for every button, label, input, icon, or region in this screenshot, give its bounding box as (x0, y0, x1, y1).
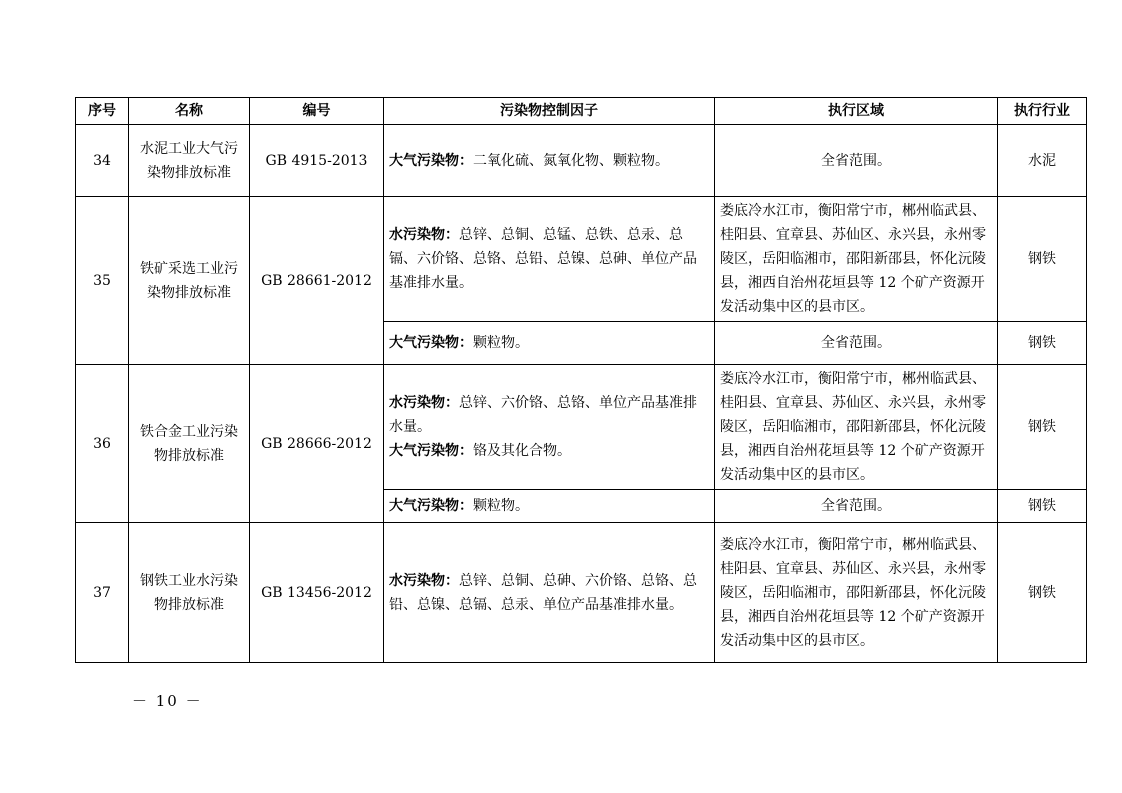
row-region: 娄底冷水江市，衡阳常宁市，郴州临武县、桂阳县、宜章县、苏仙区、永兴县，永州零陵区，岳阳临湘市，邵阳新邵县，怀化沅陵县，湘西自治州花垣县等 12 个矿产资源开发活动集中区的县市区。 (715, 197, 998, 322)
factor-label: 水污染物： (389, 572, 459, 589)
table-row (76, 125, 1087, 197)
row-code: GB 13456-2012 (250, 523, 384, 663)
row-code: GB 4915-2013 (250, 125, 384, 197)
row-name: 钢铁工业水污染物排放标准 (129, 523, 250, 663)
factor-text: 颗粒物。 (473, 498, 529, 514)
row-seq: 34 (76, 125, 129, 197)
row-industry: 钢铁 (998, 322, 1087, 365)
row-factors (384, 365, 715, 490)
factor-text: 总锌、总铜、总锰、总铁、总汞、总镉、六价铬、总铬、总铅、总镍、总砷、单位产品基准排水量。 (389, 227, 697, 291)
row-region: 全省范围。 (715, 322, 998, 365)
row-seq: 37 (76, 523, 129, 663)
row-name: 铁合金工业污染物排放标准 (129, 365, 250, 523)
row-name: 水泥工业大气污染物排放标准 (129, 125, 250, 197)
row-factors (384, 125, 715, 197)
row-code: GB 28666-2012 (250, 365, 384, 523)
factor-text: 铬及其化合物。 (473, 443, 571, 459)
standards-table (75, 97, 1087, 663)
header-factors: 污染物控制因子 (384, 98, 715, 125)
page-number: － 10 － (132, 692, 203, 710)
factor-label: 大气污染物： (389, 498, 473, 514)
table-row (76, 197, 1087, 322)
row-region: 娄底冷水江市，衡阳常宁市，郴州临武县、桂阳县、宜章县、苏仙区、永兴县，永州零陵区，岳阳临湘市，邵阳新邵县，怀化沅陵县，湘西自治州花垣县等 12 个矿产资源开发活动集中区的县市区。 (715, 523, 998, 663)
row-factors (384, 197, 715, 322)
factor-text: 总锌、总铜、总砷、六价铬、总铬、总铅、总镍、总镉、总汞、单位产品基准排水量。 (389, 572, 697, 613)
factor-label: 水污染物： (389, 395, 459, 411)
header-industry: 执行行业 (998, 98, 1087, 125)
factor-text: 颗粒物。 (473, 335, 529, 351)
factor-label: 大气污染物： (389, 152, 473, 169)
row-factors (384, 523, 715, 663)
header-seq: 序号 (76, 98, 129, 125)
row-industry: 钢铁 (998, 197, 1087, 322)
factor-text: 总锌、六价铬、总铬、单位产品基准排水量。 (389, 395, 697, 435)
factor-label: 水污染物： (389, 227, 459, 243)
row-industry: 钢铁 (998, 365, 1087, 490)
factor-text: 二氧化硫、氮氧化物、颗粒物。 (473, 152, 669, 169)
row-seq: 36 (76, 365, 129, 523)
row-industry: 钢铁 (998, 523, 1087, 663)
table-row (76, 365, 1087, 490)
table-header-row (76, 98, 1087, 125)
table-row (76, 523, 1087, 663)
row-code: GB 28661-2012 (250, 197, 384, 365)
row-region: 全省范围。 (715, 490, 998, 523)
header-code: 编号 (250, 98, 384, 125)
row-seq: 35 (76, 197, 129, 365)
row-factors (384, 490, 715, 523)
row-region: 娄底冷水江市，衡阳常宁市，郴州临武县、桂阳县、宜章县、苏仙区、永兴县，永州零陵区，岳阳临湘市，邵阳新邵县，怀化沅陵县，湘西自治州花垣县等 12 个矿产资源开发活动集中区的县市区。 (715, 365, 998, 490)
row-industry: 水泥 (998, 125, 1087, 197)
factor-label: 大气污染物： (389, 443, 473, 459)
row-name: 铁矿采选工业污染物排放标准 (129, 197, 250, 365)
factor-label: 大气污染物： (389, 335, 473, 351)
header-region: 执行区域 (715, 98, 998, 125)
row-factors (384, 322, 715, 365)
row-industry: 钢铁 (998, 490, 1087, 523)
header-name: 名称 (129, 98, 250, 125)
row-region: 全省范围。 (715, 125, 998, 197)
